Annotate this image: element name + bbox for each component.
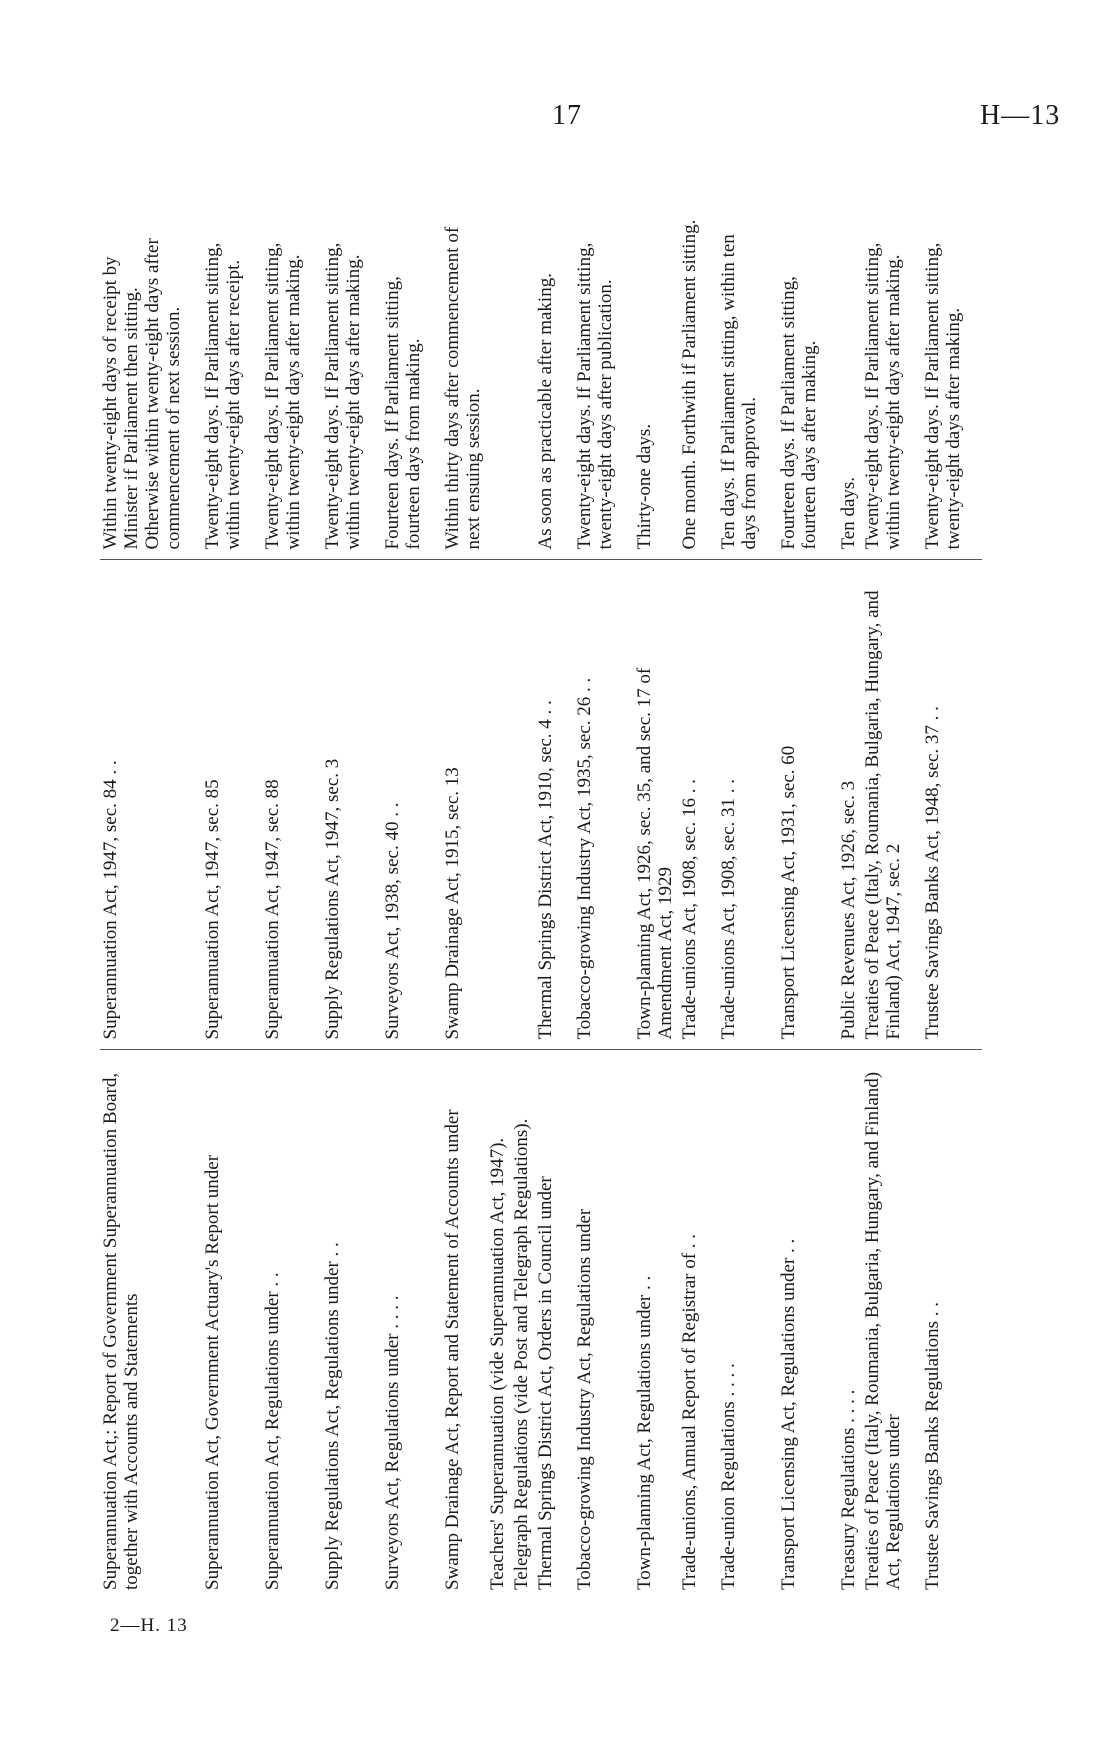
time-cell: Twenty-eight days. If Parliament sitting, within twenty-eight days after receipt.	[202, 242, 244, 550]
subject-cell: Thermal Springs District Act, Orders in Council under	[535, 1176, 556, 1590]
authority-cell: Superannuation Act, 1947, sec. 85	[202, 560, 262, 1050]
time-cell: Fourteen days. If Parliament sitting, fourteen days from making.	[382, 276, 424, 550]
table-row	[862, 200, 922, 1600]
time-cell: Ten days. If Parliament sitting, within ten days from approval.	[718, 234, 760, 550]
page-number: 17	[552, 100, 582, 131]
authority-cell: Treaties of Peace (Italy, Roumania, Bulgaria, Hungary, and Finland) Act, 1947, sec. 2	[862, 560, 922, 1050]
table-row	[487, 200, 511, 1600]
table-row	[922, 200, 982, 1600]
subject-cell: Superannuation Act, Government Actuary's Report under	[202, 1154, 223, 1590]
time-cell: Fourteen days. If Parliament sitting, fourteen days after making.	[778, 276, 820, 550]
time-cell	[511, 200, 535, 560]
document-reference: H—13	[980, 100, 1061, 131]
authority-cell: Swamp Drainage Act, 1915, sec. 13	[442, 560, 487, 1050]
subject-cell: Supply Regulations Act, Regulations under . .	[322, 1242, 343, 1590]
table-row	[838, 200, 862, 1600]
subject-cell: Swamp Drainage Act, Report and Statement of Accounts under	[442, 1109, 463, 1590]
authority-cell	[511, 560, 535, 1050]
subject-cell: Trade-union Regulations . . . .	[718, 1363, 739, 1590]
table-row	[679, 200, 718, 1600]
authority-cell: Superannuation Act, 1947, sec. 84 . .	[100, 560, 202, 1050]
table-row	[202, 200, 262, 1600]
authority-cell	[487, 560, 511, 1050]
time-cell: One month. Forthwith if Parliament sitting.	[679, 219, 700, 550]
footer-reference: 2—H. 13	[110, 1615, 188, 1636]
table-row	[322, 200, 382, 1600]
time-cell	[487, 200, 511, 560]
table-row	[442, 200, 487, 1600]
authority-cell: Superannuation Act, 1947, sec. 88	[262, 560, 322, 1050]
subject-cell: Superannuation Act,: Report of Government Superannuation Board, together with Accounts and Statements	[100, 1072, 142, 1590]
time-cell: Within twenty-eight days of receipt by Minister if Parliament then sitting. Otherwise within twenty-eight days after commencement of next session.	[100, 238, 184, 550]
subject-cell: Town-planning Act, Regulations under . .	[634, 1275, 655, 1590]
authority-cell: Surveyors Act, 1938, sec. 40 . .	[382, 560, 442, 1050]
table-row	[535, 200, 574, 1600]
table-row	[634, 200, 679, 1600]
subject-cell: Treaties of Peace (Italy, Roumania, Bulgaria, Hungary, and Finland) Act, Regulations under	[862, 1071, 904, 1590]
time-cell: Twenty-eight days. If Parliament sitting, within twenty-eight days after making.	[322, 242, 364, 550]
time-cell: Twenty-eight days. If Parliament sitting, within twenty-eight days after making.	[862, 242, 904, 550]
subject-cell: Trade-unions, Annual Report of Registrar of . .	[679, 1233, 700, 1590]
subject-cell: Transport Licensing Act, Regulations under . .	[778, 1238, 799, 1590]
subject-cell: Surveyors Act, Regulations under . . . .	[382, 1295, 403, 1590]
authority-cell: Trustee Savings Banks Act, 1948, sec. 37 . .	[922, 560, 982, 1050]
regulations-table	[100, 200, 982, 1600]
table-row	[382, 200, 442, 1600]
authority-cell: Public Revenues Act, 1926, sec. 3	[838, 560, 862, 1050]
time-cell: Twenty-eight days. If Parliament sitting, within twenty-eight days after making.	[262, 242, 304, 550]
subject-cell: Telegraph Regulations (vide Post and Telegraph Regulations).	[511, 1118, 532, 1590]
authority-cell: Trade-unions Act, 1908, sec. 16 . .	[679, 560, 718, 1050]
subject-cell: Superannuation Act, Regulations under . .	[262, 1272, 283, 1590]
rotated-table-frame	[100, 200, 1050, 1600]
authority-cell: Transport Licensing Act, 1931, sec. 60	[778, 560, 838, 1050]
authority-cell: Trade-unions Act, 1908, sec. 31 . .	[718, 560, 778, 1050]
authority-cell: Tobacco-growing Industry Act, 1935, sec. 26 . .	[574, 560, 634, 1050]
subject-cell: Teachers' Superannuation (vide Superannuation Act, 1947).	[487, 1137, 508, 1590]
time-cell: Thirty-one days.	[634, 423, 655, 550]
table-row	[778, 200, 838, 1600]
time-cell: Twenty-eight days. If Parliament sitting, twenty-eight days after making.	[922, 242, 964, 550]
table-row	[511, 200, 535, 1600]
time-cell: Twenty-eight days. If Parliament sitting, twenty-eight days after publication.	[574, 242, 616, 550]
authority-cell: Supply Regulations Act, 1947, sec. 3	[322, 560, 382, 1050]
time-cell: Ten days.	[838, 476, 859, 550]
table-row	[574, 200, 634, 1600]
subject-cell: Tobacco-growing Industry Act, Regulations under	[574, 1208, 595, 1590]
table-row	[262, 200, 322, 1600]
authority-cell: Town-planning Act, 1926, sec. 35, and sec. 17 of Amendment Act, 1929	[634, 560, 679, 1050]
table-row	[718, 200, 778, 1600]
time-cell: Within thirty days after commencement of next ensuing session.	[442, 226, 484, 550]
subject-cell: Treasury Regulations . . . .	[838, 1389, 859, 1590]
subject-cell: Trustee Savings Banks Regulations . .	[922, 1302, 943, 1590]
table-row	[100, 200, 202, 1600]
time-cell: As soon as practicable after making.	[535, 273, 556, 550]
authority-cell: Thermal Springs District Act, 1910, sec. 4 . .	[535, 560, 574, 1050]
